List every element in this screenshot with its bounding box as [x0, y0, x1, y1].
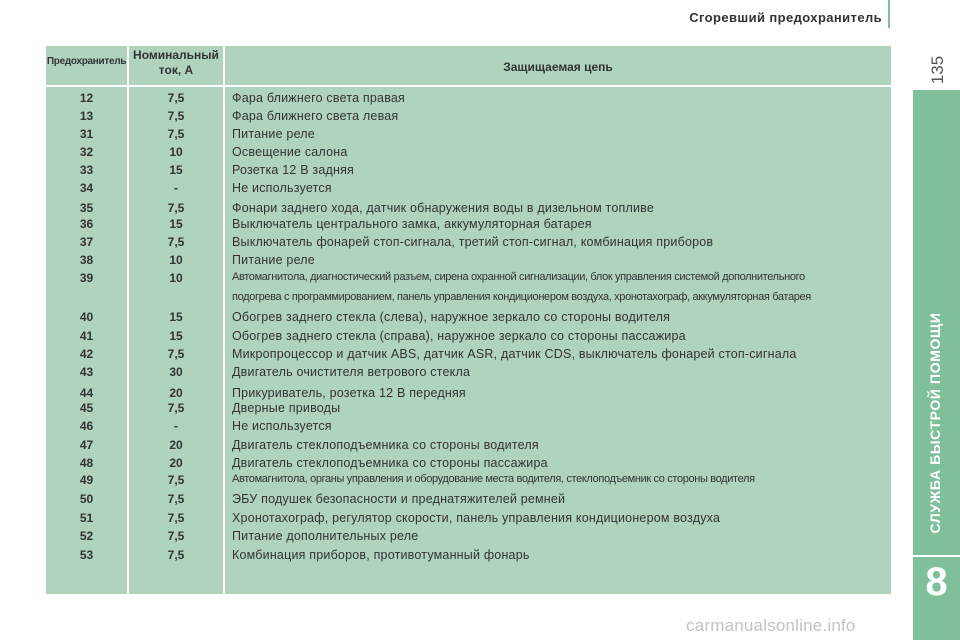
- table-row: [46, 107, 891, 125]
- fuse-rating: 7,5: [167, 511, 185, 525]
- fuse-rating: 7,5: [167, 548, 185, 562]
- table-row: [46, 436, 891, 454]
- fuse-rating: 7,5: [167, 91, 185, 105]
- fuse-rating: 7,5: [167, 109, 185, 123]
- fuse-number: 31: [79, 127, 94, 141]
- fuse-number: 32: [79, 145, 94, 159]
- fuse-circuit: Питание реле: [232, 253, 315, 267]
- fuse-rating: 10: [169, 253, 183, 267]
- fuse-rating: 7,5: [167, 473, 185, 487]
- fuse-rating: -: [174, 181, 178, 195]
- fuse-rating: 7,5: [167, 529, 185, 543]
- watermark: carmanualsonline.info: [686, 616, 856, 635]
- chapter-side-rule: [913, 555, 960, 557]
- fuse-rating: 7,5: [167, 127, 185, 141]
- fuse-circuit: Освещение салона: [232, 145, 348, 159]
- fuse-number: 51: [79, 511, 94, 525]
- fuse-rating: 15: [169, 217, 183, 231]
- header-circuit: Защищаемая цепь: [503, 60, 613, 74]
- fuse-rating: 15: [169, 310, 183, 324]
- page-number: 135: [928, 55, 948, 85]
- header-accent-line: [888, 0, 890, 28]
- header-divider: [46, 85, 891, 87]
- chapter-side-label-text: СЛУЖБА БЫСТРОЙ ПОМОЩИ: [927, 312, 943, 534]
- fuse-circuit: Дверные приводы: [232, 401, 341, 415]
- fuse-circuit: Не используется: [232, 419, 332, 433]
- table-row: [46, 143, 891, 161]
- fuse-number: 40: [79, 310, 94, 324]
- fuse-number: 43: [79, 365, 94, 379]
- chapter-number: 8: [925, 560, 948, 604]
- fuse-circuit: Выключатель центрального замка, аккумуляторная батарея: [232, 217, 592, 231]
- fuse-rating: 20: [169, 386, 183, 400]
- fuse-rating: 10: [169, 271, 183, 285]
- fuse-circuit: Обогрев заднего стекла (справа), наружное зеркало со стороны пассажира: [232, 329, 686, 343]
- fuse-rating: 7,5: [167, 235, 185, 249]
- fuse-table: [46, 46, 891, 594]
- fuse-number: 12: [79, 91, 94, 105]
- header-rating: Номинальный ток, А: [133, 48, 219, 77]
- fuse-number: 46: [79, 419, 94, 433]
- fuse-number: 53: [79, 548, 94, 562]
- fuse-circuit: Фонари заднего хода, датчик обнаружения воды в дизельном топливе: [232, 201, 654, 215]
- table-row: [46, 327, 891, 345]
- page-header-title: Сгоревший предохранитель: [689, 10, 882, 25]
- fuse-rating: 15: [169, 163, 183, 177]
- fuse-rating: 30: [169, 365, 183, 379]
- fuse-number: 39: [79, 271, 94, 285]
- fuse-rating: 20: [169, 438, 183, 452]
- fuse-circuit: Питание реле: [232, 127, 315, 141]
- fuse-number: 41: [79, 329, 94, 343]
- fuse-rating: 10: [169, 145, 183, 159]
- table-row: [46, 89, 891, 107]
- table-row: [46, 215, 891, 233]
- table-row: [46, 399, 891, 417]
- table-row: [46, 417, 891, 435]
- header-fuse: Предохранитель: [46, 56, 127, 67]
- table-row: [46, 179, 891, 197]
- table-row: [46, 233, 891, 251]
- fuse-number: 36: [79, 217, 94, 231]
- fuse-rating: 7,5: [167, 347, 185, 361]
- table-row: [46, 471, 891, 489]
- table-row: [46, 363, 891, 381]
- table-row: [46, 161, 891, 179]
- fuse-rating: -: [174, 419, 178, 433]
- fuse-rating: 7,5: [167, 201, 185, 215]
- fuse-number: 37: [79, 235, 94, 249]
- fuse-circuit: Фара ближнего света правая: [232, 91, 406, 105]
- table-row: [46, 308, 891, 326]
- fuse-circuit: Двигатель стеклоподъемника со стороны водителя: [232, 438, 539, 452]
- fuse-number: 35: [79, 201, 94, 215]
- table-row: [46, 509, 891, 527]
- fuse-number: 13: [79, 109, 94, 123]
- table-row: [46, 251, 891, 269]
- fuse-rating: 15: [169, 329, 183, 343]
- fuse-number: 44: [79, 386, 94, 400]
- table-row: [46, 527, 891, 545]
- fuse-number: 50: [79, 492, 94, 506]
- fuse-number: 45: [79, 401, 94, 415]
- fuse-circuit: Автомагнитола, диагностический разъем, сирена охранной сигнализации, блок управления системой дополнительного: [232, 271, 805, 283]
- fuse-circuit: Выключатель фонарей стоп-сигнала, третий стоп-сигнал, комбинация приборов: [232, 235, 714, 249]
- fuse-circuit: Прикуриватель, розетка 12 В передняя: [232, 386, 466, 400]
- fuse-rating: 7,5: [167, 492, 185, 506]
- fuse-circuit: Автомагнитола, органы управления и оборудование места водителя, стеклоподъемник со стороны водителя: [232, 473, 755, 485]
- fuse-circuit: Питание дополнительных реле: [232, 529, 419, 543]
- table-row: [46, 454, 891, 472]
- fuse-number: 42: [79, 347, 94, 361]
- fuse-number: 49: [79, 473, 94, 487]
- fuse-circuit: Не используется: [232, 181, 332, 195]
- table-row: [46, 345, 891, 363]
- fuse-circuit: ЭБУ подушек безопасности и преднатяжителей ремней: [232, 492, 566, 506]
- fuse-number: 52: [79, 529, 94, 543]
- fuse-circuit: Хронотахограф, регулятор скорости, панель управления кондиционером воздуха: [232, 511, 721, 525]
- table-row: [46, 269, 891, 309]
- fuse-circuit: Обогрев заднего стекла (слева), наружное зеркало со стороны водителя: [232, 310, 671, 324]
- table-row: [46, 546, 891, 564]
- table-row: [46, 125, 891, 143]
- fuse-number: 48: [79, 456, 94, 470]
- fuse-circuit: Микропроцессор и датчик ABS, датчик ASR, датчик CDS, выключатель фонарей стоп-сигнала: [232, 347, 797, 361]
- fuse-circuit-continuation: подогрева с программированием, панель управления кондиционером воздуха, хронотахограф, аккумуляторная батарея: [232, 291, 811, 303]
- fuse-rating: 7,5: [167, 401, 185, 415]
- fuse-rating: 20: [169, 456, 183, 470]
- fuse-number: 38: [79, 253, 94, 267]
- fuse-number: 33: [79, 163, 94, 177]
- fuse-circuit: Фара ближнего света левая: [232, 109, 399, 123]
- fuse-number: 47: [79, 438, 94, 452]
- fuse-circuit: Розетка 12 В задняя: [232, 163, 355, 177]
- fuse-number: 34: [79, 181, 94, 195]
- fuse-circuit: Двигатель стеклоподъемника со стороны пассажира: [232, 456, 548, 470]
- fuse-circuit: Комбинация приборов, противотуманный фонарь: [232, 548, 530, 562]
- table-row: [46, 490, 891, 508]
- fuse-circuit: Двигатель очистителя ветрового стекла: [232, 365, 471, 379]
